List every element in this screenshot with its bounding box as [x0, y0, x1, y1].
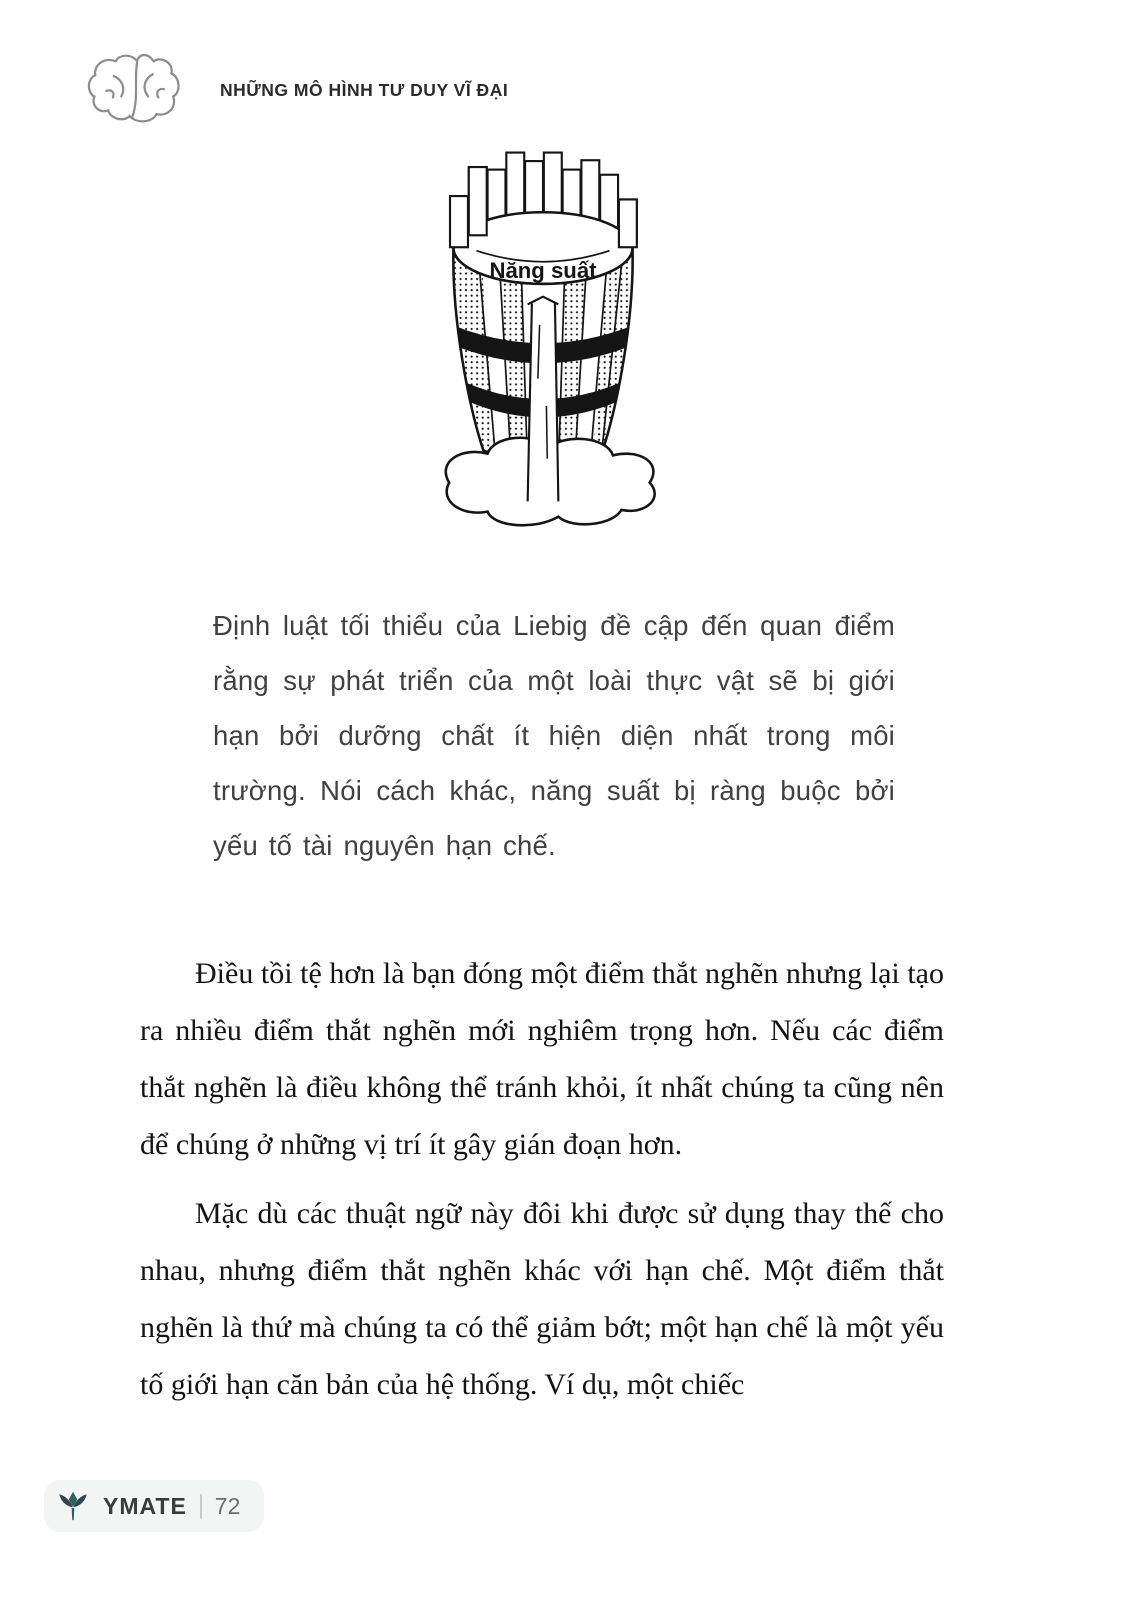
barrel-label: Năng suất	[489, 257, 597, 283]
brain-icon	[86, 48, 188, 132]
water-stream	[528, 297, 559, 504]
page-footer	[44, 1480, 264, 1532]
body-paragraph: Điều tồi tệ hơn là bạn đóng một điểm thắt nghẽn nhưng lại tạo ra nhiều điểm thắt nghẽn mới nghiêm trọng hơn. Nếu các điểm thắt nghẽn là điều không thể tránh khỏi, ít nhất chúng ta cũng nên để chúng ở những vị trí ít gây gián đoạn hơn.	[140, 957, 944, 1161]
footer-divider	[200, 1494, 202, 1519]
liebig-barrel-leaking-icon	[398, 150, 688, 542]
brand-name: YMATE	[103, 1492, 187, 1519]
page-header	[86, 48, 508, 132]
body-paragraph: Mặc dù các thuật ngữ này đôi khi được sử dụng thay thế cho nhau, nhưng điểm thắt nghẽn khác với hạn chế. Một điểm thắt nghẽn là thứ mà chúng ta có thể giảm bớt; một hạn chế là một yếu tố giới hạn căn bản của hệ thống. Ví dụ, một chiếc	[140, 1197, 944, 1401]
liebig-barrel-illustration	[398, 150, 688, 542]
illustration-caption: Định luật tối thiểu của Liebig đề cập đến quan điểm rằng sự phát triển của một loài thực vật sẽ bị giới hạn bởi dưỡng chất ít hiện diện nhất trong môi trường. Nói cách khác, năng suất bị ràng buộc bởi yếu tố tài nguyên hạn chế.	[213, 610, 895, 861]
book-title: NHỮNG MÔ HÌNH TƯ DUY VĨ ĐẠI	[220, 79, 509, 100]
page-number: 72	[214, 1492, 241, 1519]
body-text	[140, 945, 944, 1425]
ymate-logo-icon	[56, 1489, 90, 1523]
